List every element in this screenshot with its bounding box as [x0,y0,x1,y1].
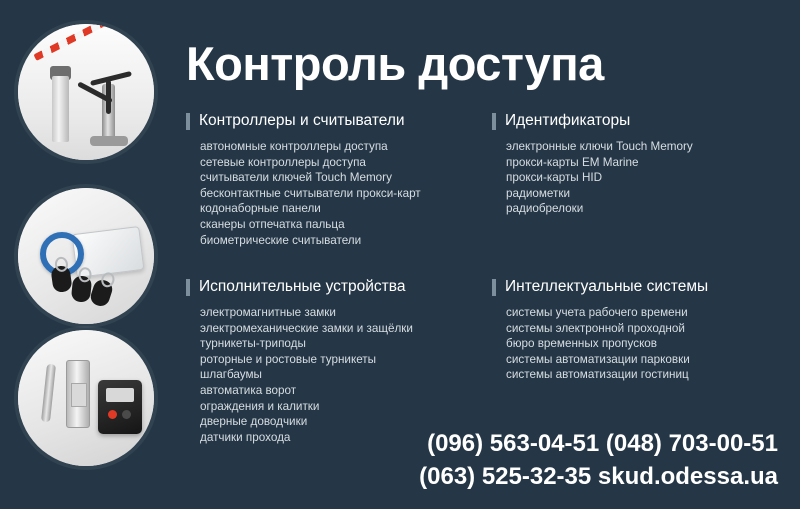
accent-bar-icon [492,279,496,296]
list-item: биометрические считыватели [200,233,362,247]
block-identifiers-heading [492,112,792,130]
barrier-turnstile-photo [18,24,154,160]
block-heading-label: Контроллеры и считыватели [199,112,405,129]
list-item: радиометки [506,186,570,200]
block-controllers [186,112,476,248]
accent-bar-icon [186,279,190,296]
turnstile-base [90,136,128,146]
block-heading-label: Идентификаторы [505,112,631,129]
photo-background [18,24,154,160]
card-reader [98,380,142,434]
list-item: автономные контроллеры доступа [200,140,388,153]
list-item: турникеты-триподы [200,337,306,351]
phone-line-1: (096) 563-04-51 (048) 703-00-51 [427,430,778,457]
photo-column [0,0,172,509]
list-item: автоматика ворот [200,383,297,397]
list-item: электромеханические замки и защёлки [200,321,413,335]
list-item: системы электронной проходной [506,321,685,335]
list-item: шлагбаумы [200,368,262,382]
list-item: ограждения и калитки [200,399,320,413]
list-item: электронные ключи Touch Memory [506,140,693,153]
list-item: сетевые контроллеры доступа [200,155,366,169]
electromagnetic-lock [66,360,90,428]
reader-led-dark-icon [122,410,131,419]
block-heading-label: Интеллектуальные системы [505,278,709,295]
phone-number-3: (063) 525-32-35 [419,463,592,490]
website-url: skud.odessa.ua [597,463,778,490]
list-item: электромагнитные замки [200,306,336,319]
list-item: системы учета рабочего времени [506,306,688,319]
contact-block [419,427,778,493]
list-item: прокси-карты EM Marine [506,155,639,169]
list-item: кодонаборные панели [200,202,321,216]
barrier-post [52,76,69,142]
list-item: радиобрелоки [506,202,584,216]
electric-lock-reader-photo [18,330,154,466]
block-identifiers [492,112,792,217]
list-item: сканеры отпечатка пальца [200,217,345,231]
block-actuators-heading [186,278,476,296]
block-intelligent-systems-list [492,305,792,383]
list-item: датчики прохода [200,430,291,444]
list-item: роторные и ростовые турникеты [200,352,377,366]
block-controllers-list [186,139,476,248]
block-controllers-heading [186,112,476,130]
list-item: бесконтактные считыватели прокси-карт [200,186,421,200]
list-item: дверные доводчики [200,415,308,429]
block-actuators-list [186,305,476,445]
block-heading-label: Исполнительные устройства [199,278,406,295]
accent-bar-icon [492,113,496,130]
page-title: Контроль доступа [186,37,604,90]
keyfob-proximity-card-photo [18,188,154,324]
accent-bar-icon [186,113,190,130]
block-actuators [186,278,476,445]
list-item: считыватели ключей Touch Memory [200,171,392,185]
list-item: прокси-карты HID [506,171,603,185]
block-intelligent-systems [492,278,792,383]
phone-line-2 [419,460,778,493]
list-item: системы автоматизации гостиниц [506,368,689,382]
block-identifiers-list [492,139,792,217]
list-item: бюро временных пропусков [506,337,658,351]
reader-led-red-icon [108,410,117,419]
list-item: системы автоматизации парковки [506,352,690,366]
block-intelligent-systems-heading [492,278,792,296]
